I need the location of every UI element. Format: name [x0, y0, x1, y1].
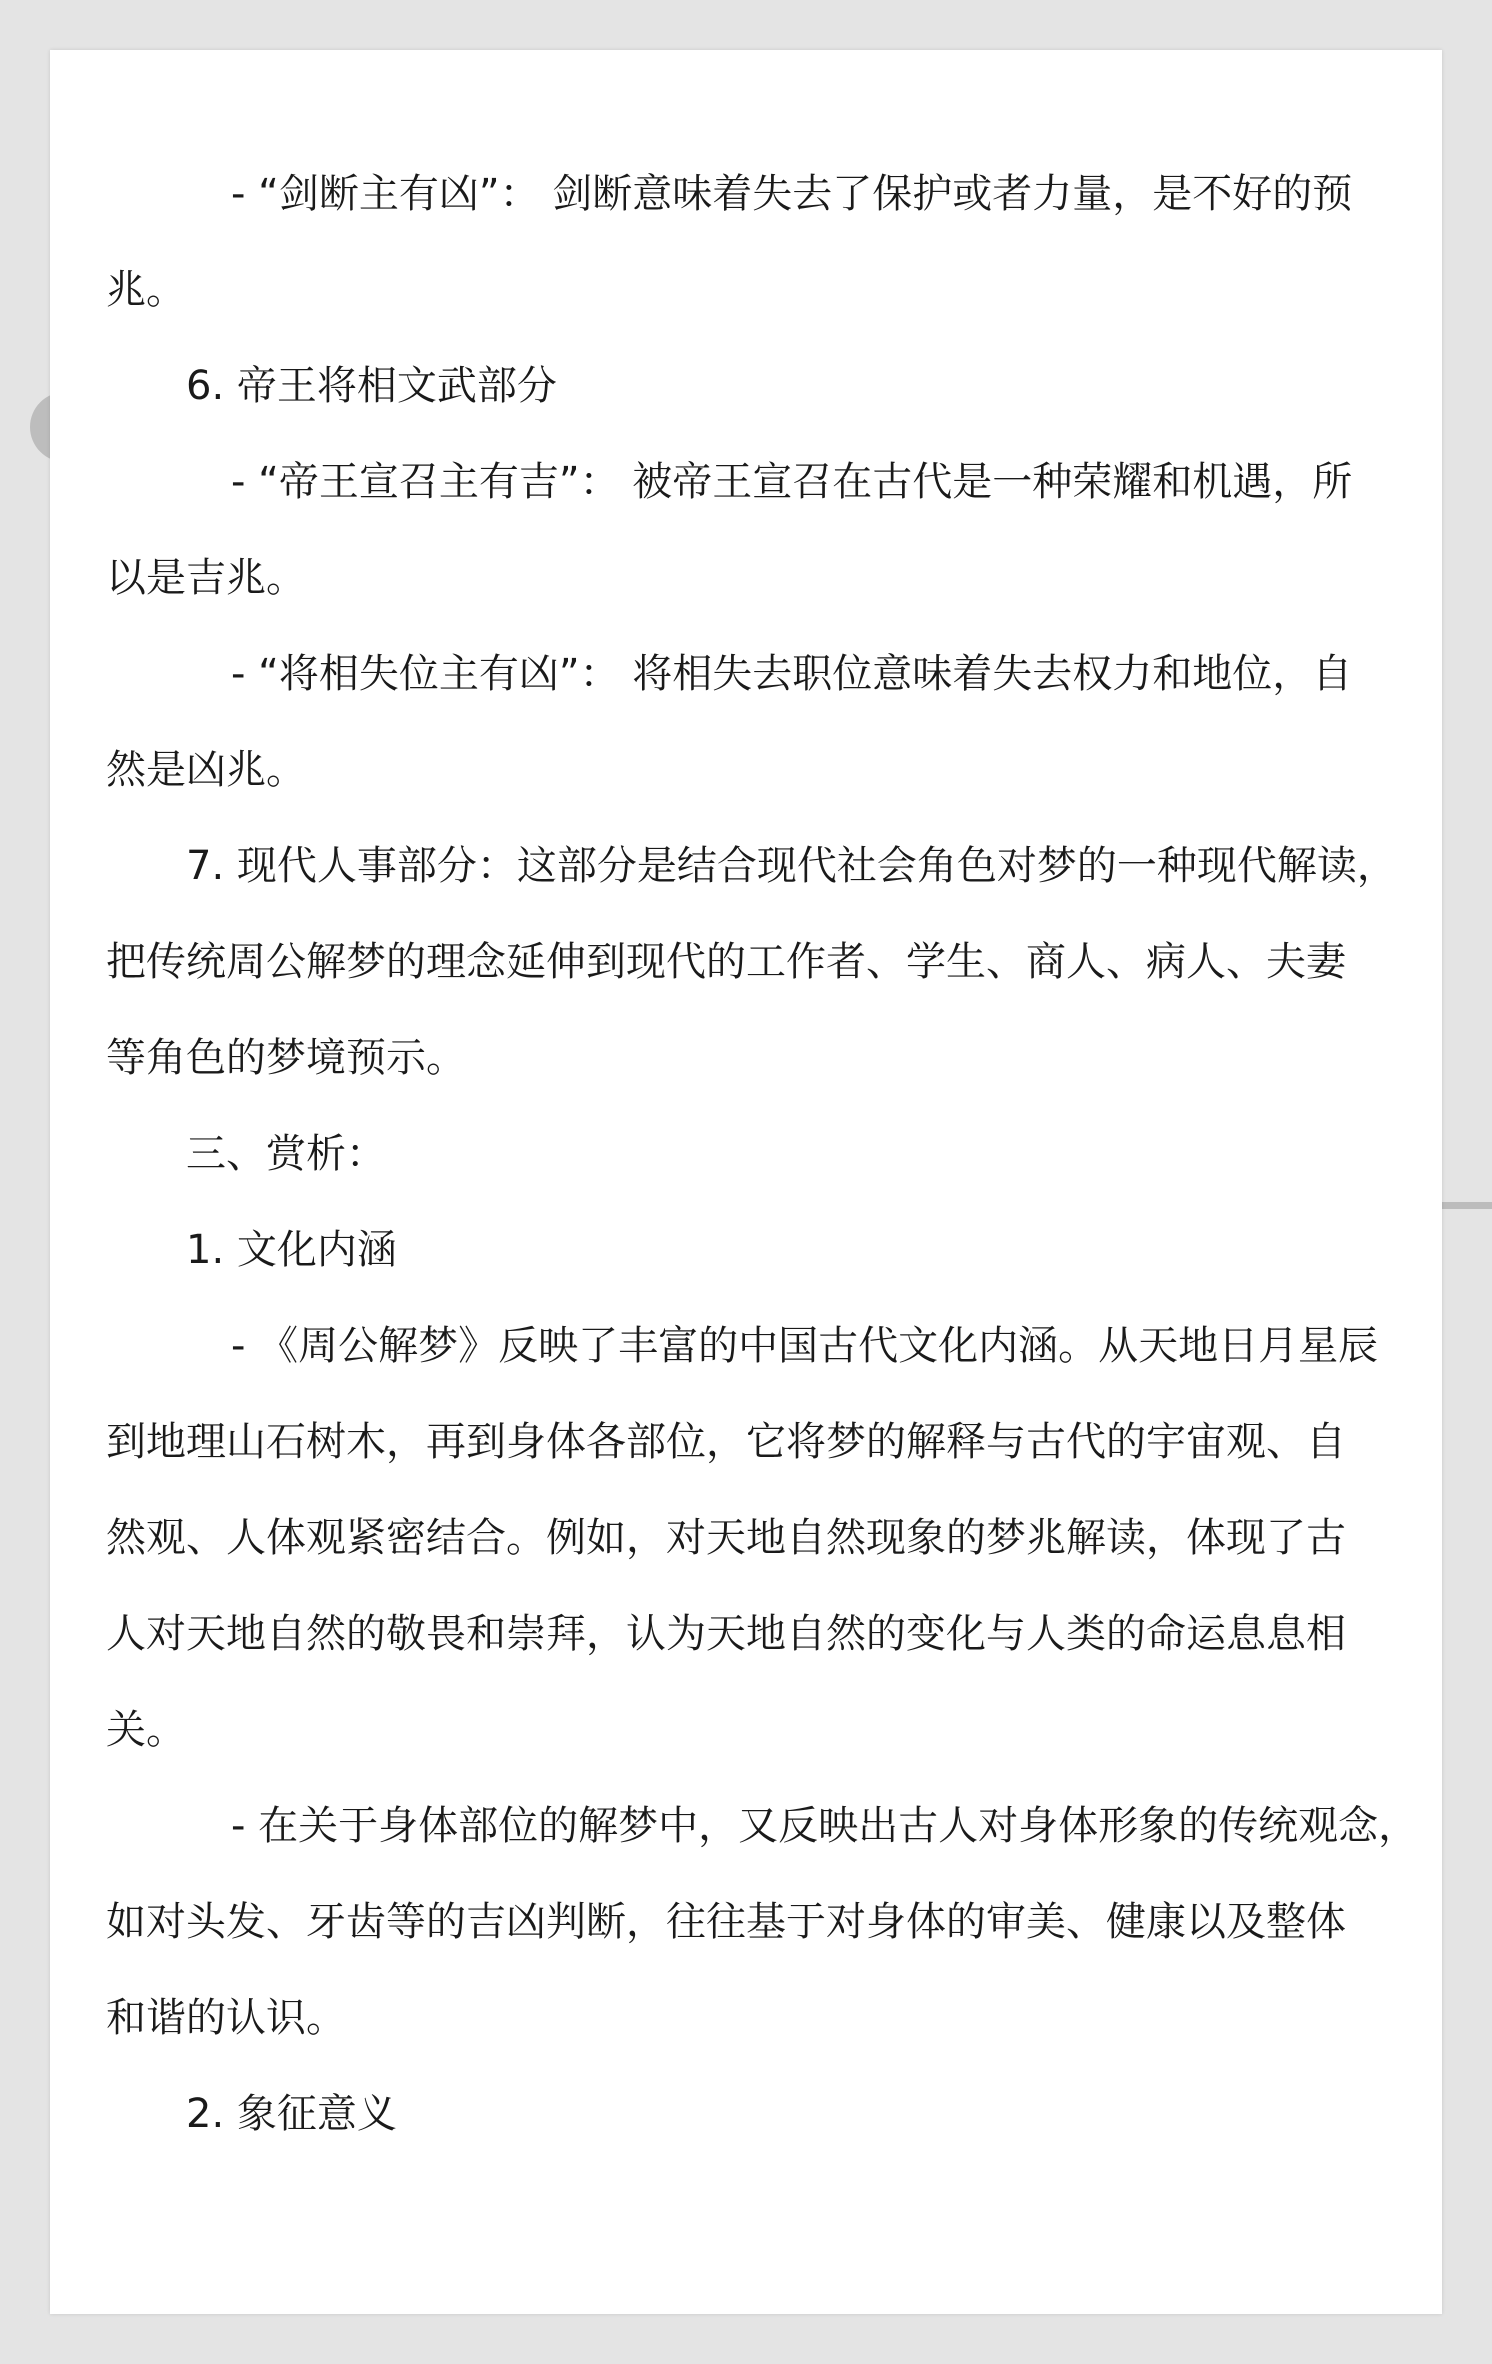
text-line: - 在关于身体部位的解梦中，又反映出古人对身体形象的传统观念， [231, 1803, 1419, 1849]
section-heading: 1. 文化内涵 [186, 1227, 397, 1273]
text-line: 人对天地自然的敬畏和崇拜，认为天地自然的变化与人类的命运息息相 [106, 1611, 1346, 1657]
document-body [106, 171, 1442, 2190]
text-line: 以是吉兆。 [106, 555, 306, 601]
text-line: 到地理山石树木，再到身体各部位，它将梦的解释与古代的宇宙观、自 [106, 1419, 1346, 1465]
text-line: 7. 现代人事部分：这部分是结合现代社会角色对梦的一种现代解读， [186, 843, 1397, 889]
text-line: 然是凶兆。 [106, 747, 306, 793]
document-page[interactable] [50, 50, 1442, 2314]
section-heading: 2. 象征意义 [186, 2091, 397, 2137]
text-line: 等角色的梦境预示。 [106, 1035, 466, 1081]
text-line: 然观、人体观紧密结合。例如，对天地自然现象的梦兆解读，体现了古 [106, 1515, 1346, 1561]
text-line: 关。 [106, 1707, 186, 1753]
text-line: - “剑断主有凶”： 剑断意味着失去了保护或者力量，是不好的预 [231, 171, 1353, 217]
text-line: - 《周公解梦》反映了丰富的中国古代文化内涵。从天地日月星辰 [231, 1323, 1379, 1369]
text-line: 把传统周公解梦的理念延伸到现代的工作者、学生、商人、病人、夫妻 [106, 939, 1346, 985]
text-line: - “将相失位主有凶”： 将相失去职位意味着失去权力和地位，自 [231, 651, 1353, 697]
text-line: 兆。 [106, 267, 186, 313]
background-bar-shape [1440, 1202, 1492, 1209]
text-line: 和谐的认识。 [106, 1995, 346, 2041]
section-heading: 三、赏析： [186, 1131, 386, 1177]
text-line: 如对头发、牙齿等的吉凶判断，往往基于对身体的审美、健康以及整体 [106, 1899, 1346, 1945]
section-heading: 6. 帝王将相文武部分 [186, 363, 557, 409]
text-line: - “帝王宣召主有吉”： 被帝王宣召在古代是一种荣耀和机遇，所 [231, 459, 1353, 505]
